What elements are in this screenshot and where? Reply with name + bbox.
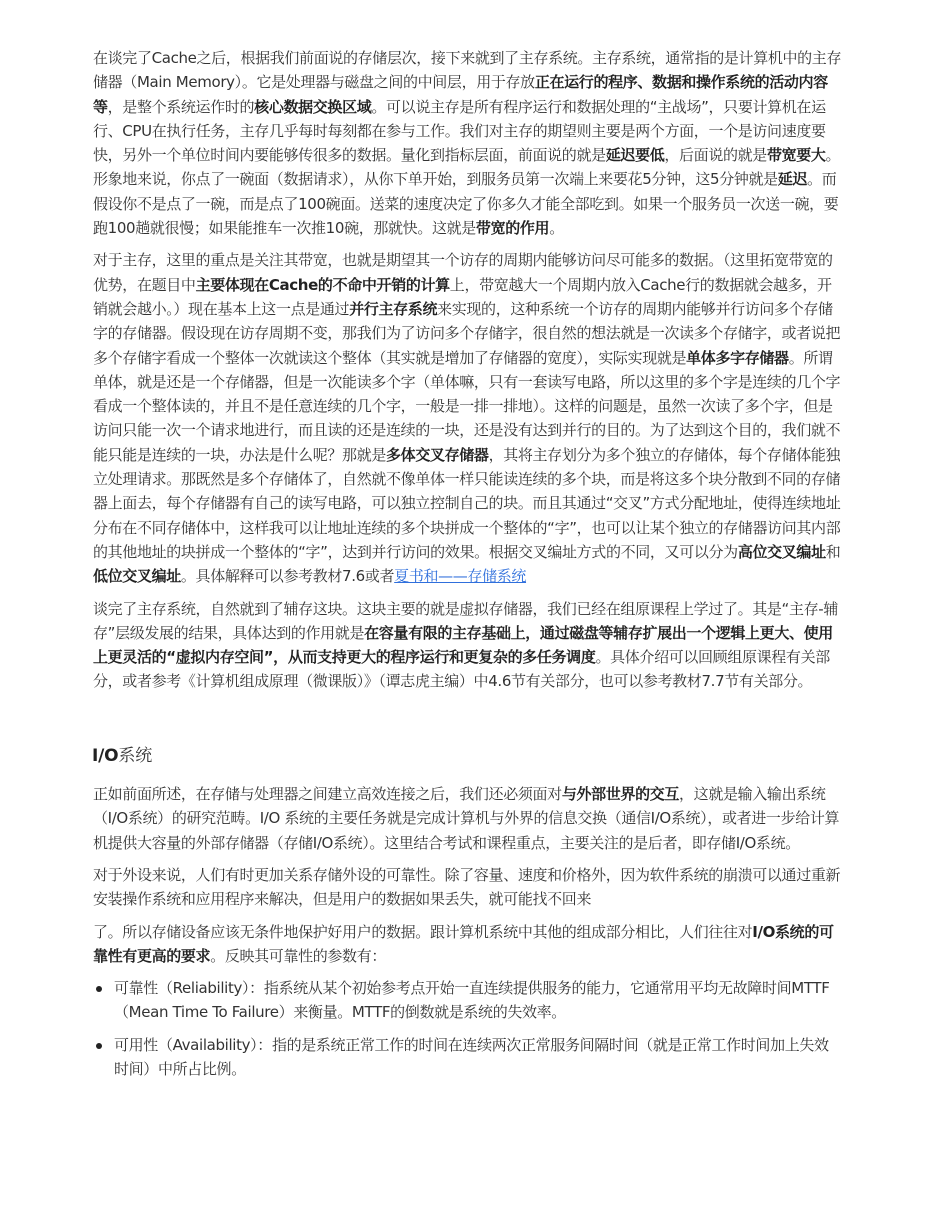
- text-run: 在谈完了Cache之后，根据我们前面说的存储层次，接下来就到了主存系统。主存系统，通常指的是计算机中的主存储器（Main Memory）。它是处理器与磁盘之间的中间层，用于存放: [93, 49, 842, 92]
- heading-bold-part: I/O: [92, 745, 119, 766]
- memory-paragraph-1: [93, 46, 843, 240]
- bullet-dot-icon: [96, 1043, 102, 1049]
- bold-emphasis: 多体交叉存储器: [386, 445, 489, 464]
- bold-emphasis: 单体多字存储器: [686, 348, 789, 367]
- list-item-text: 可用性（Availability）：指的是系统正常工作的时间在连续两次正常服务间隔时间（就是正常工作时间加上失效时间）中所占比例。: [114, 1035, 829, 1078]
- text-run: 。而假设你不是点了一碗，而是点了100碗面。送菜的速度决定了你多久才能全部吃到。如果一个服务员一次送一碗，要跑100趟就很慢；如果能推车一次推10碗，那就快。这就是: [93, 170, 839, 238]
- text-run: 。形象地来说，你点了一碗面（数据请求），从你下单开始，到服务员第一次端上来要花5分钟，这5分钟就是: [93, 146, 841, 189]
- text-run: 。所谓单体，就是还是一个存储器，但是一次能读多个字（单体嘛，只有一套读写电路，所以这里的多个字是连续的几个字看成一个整体读的，并且不是任意连续的几个字，一般是一排一排地）。这样的问题是，虽然一次读了多个字，但是访问只能一次一个请求地进行，而且读的还是连续的一块，还是没有达到并行的目的。为了达到这个目的，我们就不能只能是连续的一块，办法是什么呢？那就是: [93, 348, 841, 464]
- bold-emphasis: 低位交叉编址: [93, 567, 181, 586]
- text-run: 对于外设来说，人们有时更加关系存储外设的可靠性。除了容量、速度和价格外，因为软件系统的崩溃可以通过重新安装操作系统和应用程序来解决，但是用户的数据如果丢失，就可能找不回来: [93, 865, 841, 909]
- memory-paragraph-2: [93, 248, 843, 588]
- text-run: 了。所以存储设备应该无条件地保护好用户的数据。跟计算机系统中其他的组成部分相比，人们往往对: [93, 922, 753, 941]
- list-item: [93, 976, 843, 1025]
- reference-link[interactable]: 夏书和——存储系统: [394, 567, 527, 586]
- text-run: 和: [825, 542, 841, 561]
- bold-emphasis: I/O系统的可靠性有更高的要求: [93, 922, 834, 965]
- text-run: ，后面说的就是: [664, 146, 767, 165]
- text-run: 。具体解释可以参考教材7.6或者: [180, 567, 395, 586]
- list-item: [93, 1033, 843, 1082]
- bold-emphasis: 正在运行的程序、数据和操作系统的活动内容等: [93, 73, 828, 116]
- text-run: 。: [549, 219, 564, 238]
- document-content: [93, 46, 843, 1089]
- text-run: ，其将主存划分为多个独立的存储体，每个存储体能独立处理请求。那既然是多个存储体了，自然就不像单体一样只能读连续的多个块，而是将这多个块分散到不同的存储器上面去，每个存储器有自己的读写电路，可以独立控制自己的块。而且其通过“交叉”方式分配地址，使得连续地址分布在不同存储体中，这样我可以让地址连续的多个块拼成一个整体的“字”，也可以让某个独立的存储器访问其内部的其他地址的块拼成一个整体的“字”，达到并行访问的效果。根据交叉编址方式的不同，又可以分为: [93, 445, 841, 561]
- text-run: 。反映其可靠性的参数有：: [210, 946, 387, 965]
- bold-emphasis: 并行主存系统: [349, 299, 438, 318]
- heading-rest-part: 系统: [118, 745, 152, 766]
- text-run: 对于主存，这里的重点是关注其带宽，也就是期望其一个访存的周期内能够访问尽可能多的数据。（这里拓宽带宽的优势，在题目中: [93, 251, 833, 294]
- bold-emphasis: 带宽要大: [766, 146, 826, 165]
- text-run: 上，带宽越大一个周期内放入Cache行的数据就会越多，开销就会越小。）现在基本上这一点是通过: [93, 275, 832, 318]
- text-run: 。具体介绍可以回顾组原课程有关部分，或者参考《计算机组成原理（微课版）》（谭志虎主编）中4.6节有关部分，也可以参考教材7.7节有关部分。: [93, 648, 830, 691]
- reliability-list: [93, 976, 843, 1081]
- bold-emphasis: 在容量有限的主存基础上，通过磁盘等辅存扩展出一个逻辑上更大、使用上更灵活的“虚拟内存空间”，从而支持更大的程序运行和更复杂的多任务调度: [93, 623, 833, 667]
- io-paragraph-1: [93, 782, 843, 855]
- memory-paragraph-3: [93, 597, 843, 694]
- bold-emphasis: 延迟要低: [605, 146, 665, 165]
- bold-emphasis: 高位交叉编址: [737, 542, 826, 561]
- text-run: ，是整个系统运作时的: [107, 97, 255, 116]
- text-run: 正如前面所述，在存储与处理器之间建立高效连接之后，我们还必须面对: [93, 785, 562, 804]
- bold-emphasis: 延迟: [777, 170, 808, 189]
- text-run: ，这就是输入输出系统（I/O系统）的研究范畴。I/O 系统的主要任务就是完成计算机与外界的信息交换（通信I/O系统），或者进一步给计算机提供大容量的外部存储器（存储I/O系统）。这里结合考试和课程重点，主要关注的是后者，即存储I/O系统。: [93, 785, 840, 852]
- list-item-text: 可靠性（Reliability）：指系统从某个初始参考点开始一直连续提供服务的能力，它通常用平均无故障时间MTTF（Mean Time To Failure）来衡量。MTTF的倒数就是系统的失效率。: [114, 979, 830, 1022]
- bold-emphasis: 核心数据交换区域: [254, 97, 372, 116]
- bullet-dot-icon: [96, 986, 102, 992]
- bold-emphasis: 主要体现在Cache的不命中开销的计算: [195, 275, 450, 294]
- text-run: 来实现的，这种系统一个访存的周期内能够并行访问多个存储字的存储器。假设现在访存周期不变，那我们为了访问多个存储字，很自然的想法就是一次读多个存储字，或者说把多个存储字看成一个整体一次就读这个整体（其实就是增加了存储器的宽度），实际实现就是: [93, 299, 841, 367]
- section-heading-io: [92, 744, 843, 768]
- io-paragraph-3: [93, 920, 843, 969]
- main-memory-section: [93, 46, 843, 694]
- text-run: 。可以说主存是所有程序运行和数据处理的“主战场”，只要计算机在运行、CPU在执行任务，主存几乎每时每刻都在参与工作。我们对主存的期望则主要是两个方面，一个是访问速度要快，另外一个单位时间内要能够传很多的数据。量化到指标层面，前面说的就是: [93, 97, 826, 165]
- text-run: 谈完了主存系统，自然就到了辅存这块。这块主要的就是虚拟存储器，我们已经在组原课程上学过了。其是“主存-辅存”层级发展的结果，具体达到的作用就是: [93, 599, 838, 642]
- io-section: [93, 782, 843, 968]
- bold-emphasis: 与外部世界的交互: [561, 785, 680, 804]
- io-paragraph-2: [93, 863, 843, 912]
- bold-emphasis: 带宽的作用: [475, 219, 550, 238]
